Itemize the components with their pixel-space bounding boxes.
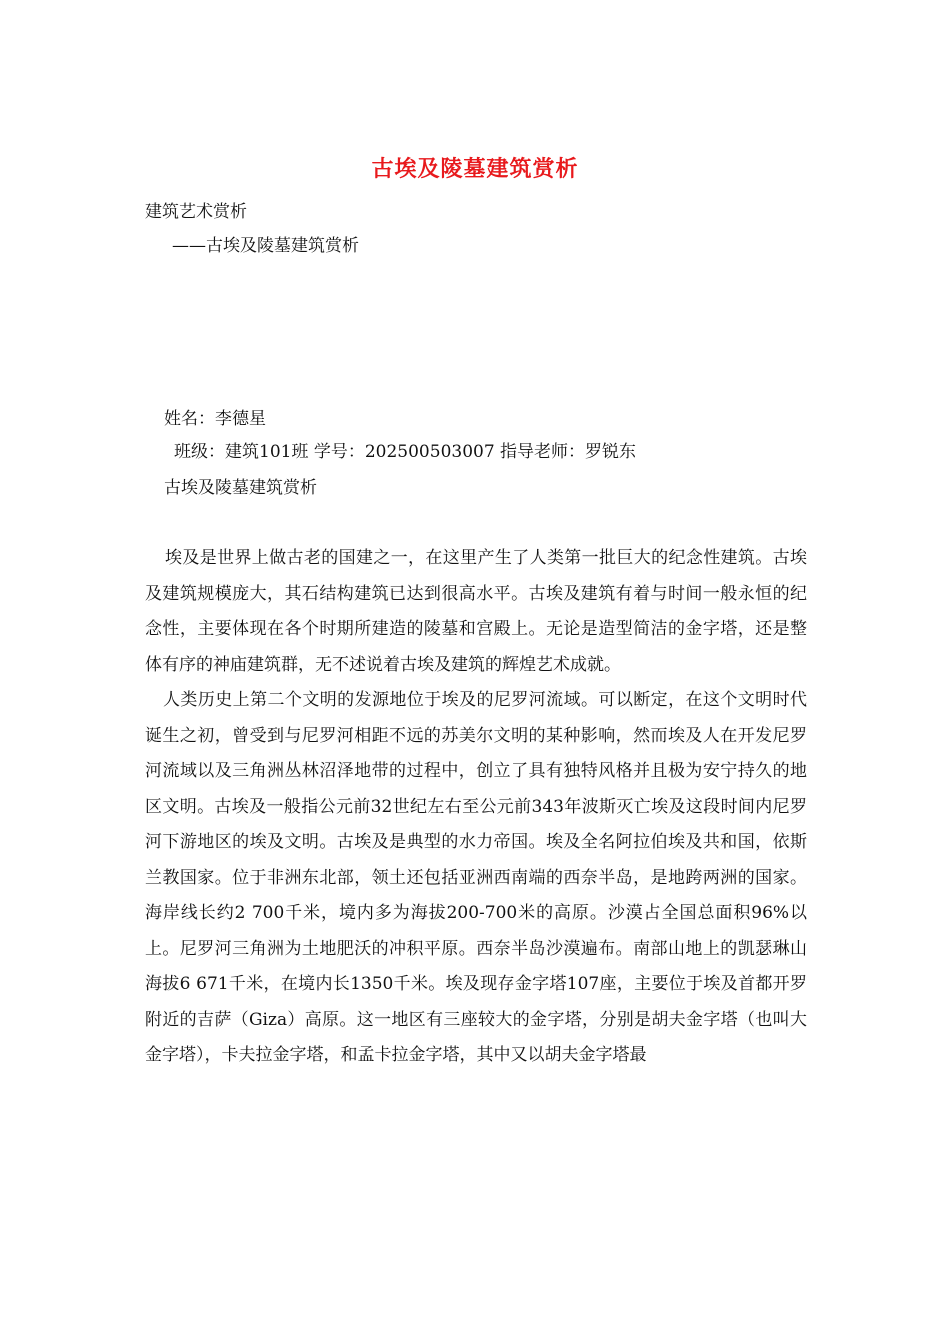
author-class-info: 班级：建筑101班 学号：202500503007 指导老师：罗锐东 — [174, 442, 637, 462]
subtitle: 建筑艺术赏析 — [145, 202, 247, 222]
document-title: 古埃及陵墓建筑赏析 — [371, 156, 579, 182]
body-text — [145, 541, 807, 1074]
section-heading: 古埃及陵墓建筑赏析 — [164, 478, 317, 498]
author-name: 姓名：李德星 — [164, 409, 266, 429]
dash-subtitle: ——古埃及陵墓建筑赏析 — [172, 236, 359, 256]
paragraph: 埃及是世界上做古老的国建之一，在这里产生了人类第一批巨大的纪念性建筑。古埃及建筑规模庞大，其石结构建筑已达到很高水平。古埃及建筑有着与时间一般永恒的纪念性，主要体现在各个时期所建造的陵墓和宫殿上。无论是造型简洁的金字塔，还是整体有序的神庙建筑群，无不述说着古埃及建筑的辉煌艺术成就。 — [145, 548, 807, 675]
paragraph: 人类历史上第二个文明的发源地位于埃及的尼罗河流域。可以断定，在这个文明时代诞生之初，曾受到与尼罗河相距不远的苏美尔文明的某种影响，然而埃及人在开发尼罗河流域以及三角洲丛林沼泽地带的过程中，创立了具有独特风格并且极为安宁持久的地区文明。古埃及一般指公元前32世纪左右至公元前343年波斯灭亡埃及这段时间内尼罗河下游地区的埃及文明。古埃及是典型的水力帝国。埃及全名阿拉伯埃及共和国，依斯兰教国家。位于非洲东北部，领土还包括亚洲西南端的西奈半岛，是地跨两洲的国家。海岸线长约2 700千米，境内多为海拔200-700米的高原。沙漠占全国总面积96%以上。尼罗河三角洲为土地肥沃的冲积平原。西奈半岛沙漠遍布。南部山地上的凯瑟琳山海拔6 671千米，在境内长1350千米。埃及现存金字塔107座，主要位于埃及首都开罗附近的吉萨（Giza）高原。这一地区有三座较大的金字塔，分别是胡夫金字塔（也叫大金字塔），卡夫拉金字塔，和孟卡拉金字塔，其中又以胡夫金字塔最 — [145, 690, 807, 1065]
